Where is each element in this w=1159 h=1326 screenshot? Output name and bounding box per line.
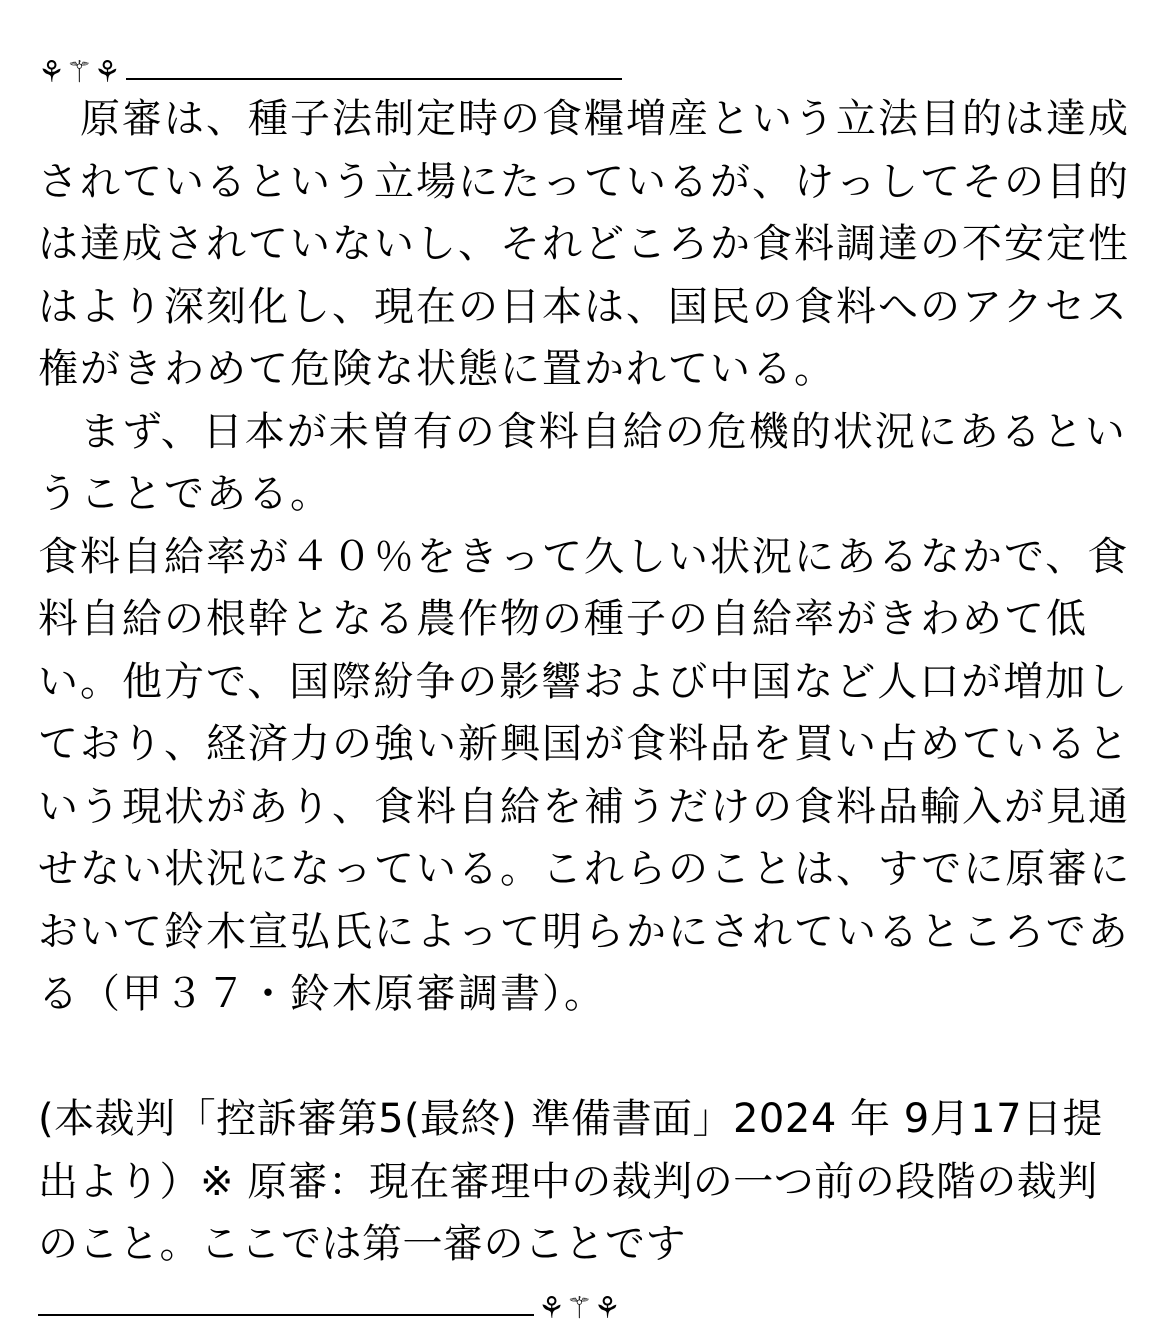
body-line: 食料自給率が４０％をきって久しい状況にあるなかで、食 bbox=[38, 533, 1130, 580]
flower-ornament-icon: ⚘⚚⚘ bbox=[38, 55, 122, 90]
body-line: 料自給の根幹となる農作物の種子の自給率がきわめて低 bbox=[38, 596, 1088, 642]
source-line: 出より）※ 原審：現在審理中の裁判の一つ前の段階の裁判 bbox=[38, 1158, 1098, 1205]
body-line: うことである。 bbox=[38, 471, 332, 517]
body-line: る（甲３７・鈴木原審調書）。 bbox=[38, 971, 606, 1017]
divider-rule bbox=[126, 78, 622, 80]
body-line: せない状況になっている。これらのことは、すでに原審に bbox=[38, 846, 1132, 892]
body-line: はより深刻化し、現在の日本は、国民の食料へのアクセス bbox=[38, 283, 1129, 330]
body-line: されているという立場にたっているが、けっしてその目的 bbox=[38, 158, 1130, 205]
source-line: のこと。ここでは第一審のことです bbox=[38, 1221, 686, 1267]
flower-ornament-icon: ⚘⚚⚘ bbox=[538, 1290, 622, 1326]
blank-line bbox=[38, 1026, 1128, 1089]
divider-rule bbox=[38, 1314, 534, 1316]
body-line: まず、日本が未曽有の食料自給の危機的状況にあるとい bbox=[38, 408, 1127, 455]
source-line: (本裁判「控訴審第5(最終) 準備書面」2024 年 9月17日提 bbox=[38, 1096, 1104, 1142]
body-line: 権がきわめて危険な状態に置かれている。 bbox=[38, 346, 836, 392]
bottom-divider bbox=[38, 1276, 1128, 1324]
source-note bbox=[38, 1088, 1128, 1276]
body-line: ており、経済力の強い新興国が食料品を買い占めていると bbox=[38, 721, 1130, 767]
body-line: い。他方で、国際紛争の影響および中国など人口が増加し bbox=[38, 658, 1130, 705]
top-divider bbox=[38, 40, 1128, 88]
body-line: おいて鈴木宣弘氏によって明らかにされているところであ bbox=[38, 908, 1130, 955]
body-line: 原審は、種子法制定時の食糧増産という立法目的は達成 bbox=[38, 96, 1130, 142]
body-line: いう現状があり、食料自給を補うだけの食料品輸入が見通 bbox=[38, 783, 1130, 830]
document bbox=[38, 40, 1132, 1326]
body-line: は達成されていないし、それどころか食料調達の不安定性 bbox=[38, 221, 1130, 267]
body-text bbox=[38, 88, 1132, 1026]
